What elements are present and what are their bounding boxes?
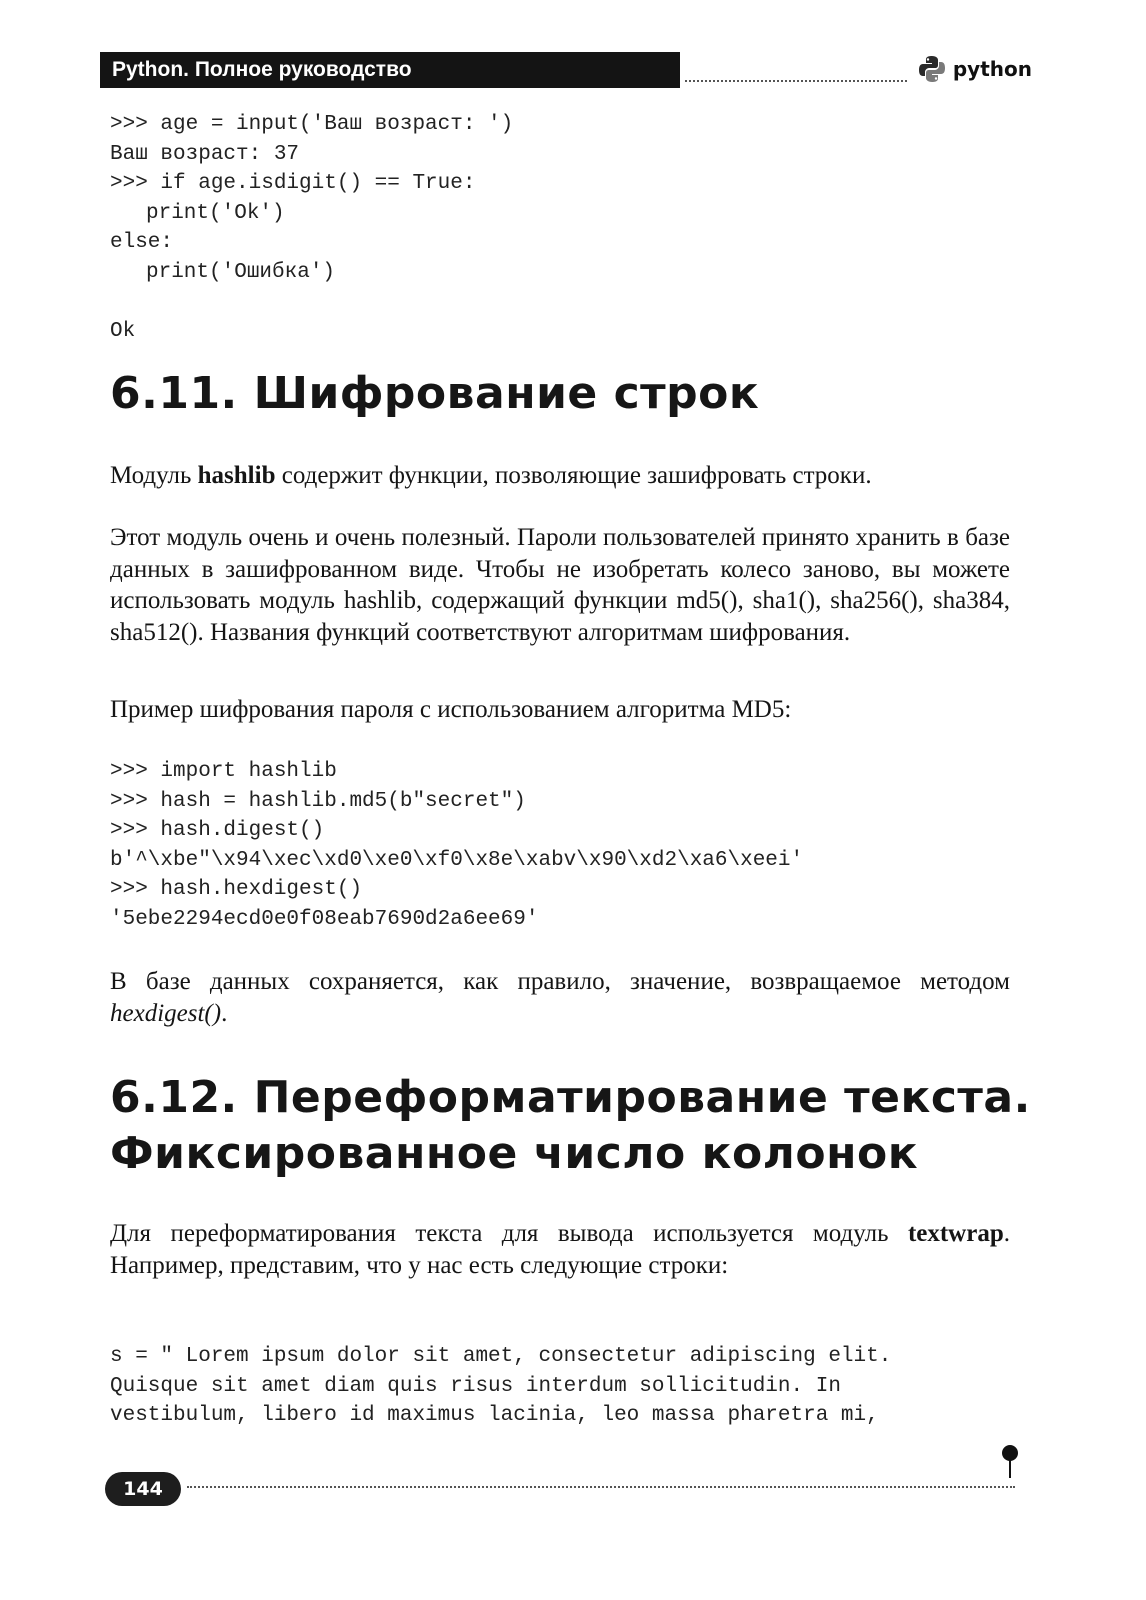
code-block-hashlib — [110, 757, 803, 934]
footer-dotted-rule — [187, 1486, 1015, 1488]
code-line: >>> import hashlib — [110, 760, 337, 783]
pin-icon — [1001, 1444, 1019, 1478]
logo-text: python — [952, 57, 1032, 81]
code-line: vestibulum, libero id maximus lacinia, leo massa pharetra mi, — [110, 1404, 879, 1427]
section-heading-6-12: 6.12. Переформатирование текста. Фиксированное число колонок — [110, 1072, 1031, 1179]
code-line: >>> hash = hashlib.md5(b"secret") — [110, 789, 526, 813]
code-line: else: — [110, 231, 174, 254]
python-logo-icon — [917, 54, 947, 84]
code-line: print('Ok') — [146, 201, 285, 225]
code-line: Ok — [110, 319, 136, 343]
method-name: hexdigest() — [110, 999, 222, 1027]
code-line — [110, 287, 513, 317]
code-line: Quisque sit amet diam quis risus interdum sollicitudin. In — [110, 1374, 841, 1398]
section-heading-6-11: 6.11. Шифрование строк — [110, 368, 760, 419]
module-name: textwrap — [907, 1220, 1004, 1247]
paragraph: Этот модуль очень и очень полезный. Пароли пользователей принято хранить в базе данных в зашифрованном виде. Чтобы не изобретать колесо заново, вы можете использовать модуль hashlib, содержащий функции md5(), sha1(), sha256(), sha384, sha512(). Названия функций соответствуют алгоритмам шифрования. — [110, 524, 1010, 646]
page-header — [100, 50, 1032, 92]
paragraph: Пример шифрования пароля с использованием алгоритма MD5: — [110, 696, 792, 723]
code-block-input — [110, 110, 513, 346]
code-line: >>> age = input('Ваш возраст: ') — [110, 113, 514, 136]
paragraph: Модуль hashlib содержит функции, позволяющие зашифровать строки. — [110, 462, 872, 489]
code-block-lorem — [110, 1342, 891, 1431]
code-line: s = " Lorem ipsum dolor sit amet, consectetur adipiscing elit. — [110, 1345, 892, 1368]
code-line: >>> hash.hexdigest() — [110, 878, 363, 901]
module-name: hashlib — [197, 462, 276, 489]
code-line: Ваш возраст: 37 — [110, 142, 300, 166]
code-line: >>> if age.isdigit() == True: — [110, 172, 476, 195]
page-number: 144 — [105, 1472, 181, 1506]
paragraph: Для переформатирования текста для вывода используется модуль textwrap. Например, представим, что у нас есть следующие строки: — [110, 1220, 1010, 1279]
paragraph: В базе данных сохраняется, как правило, значение, возвращаемое методом hexdigest(). — [110, 968, 1010, 1027]
code-line: print('Ошибка') — [146, 260, 336, 284]
code-line: >>> hash.digest() — [110, 819, 325, 842]
code-line: b'^\xbe"\x94\xec\xd0\xe0\xf0\x8e\xabv\x90\xd2\xa6\xeei' — [110, 848, 804, 872]
page-footer — [105, 1468, 1015, 1508]
running-title: Python. Полное руководство — [100, 52, 680, 88]
code-line: '5ebe2294ecd0e0f08eab7690d2a6ee69' — [110, 907, 539, 931]
python-logo — [917, 54, 1032, 84]
header-dotted-rule — [685, 80, 907, 82]
